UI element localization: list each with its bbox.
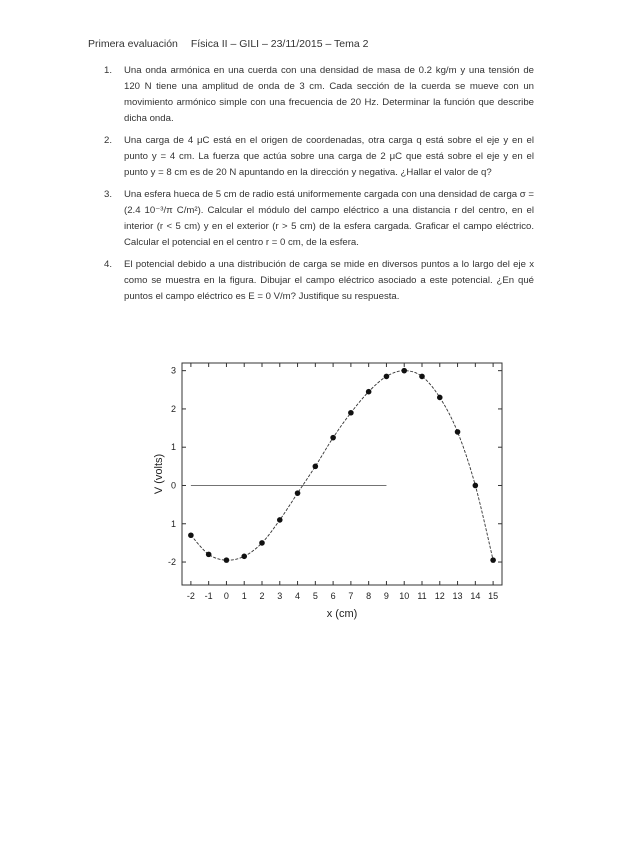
x-tick-label: 8: [366, 591, 372, 601]
x-tick-label: 10: [399, 591, 410, 601]
data-point: [473, 483, 479, 489]
x-tick-label: -2: [186, 591, 195, 601]
potential-figure: [140, 355, 520, 630]
y-tick-label: -2: [167, 557, 176, 568]
problem-text: El potencial debido a una distribución de carga se mide en diversos puntos a lo largo del eje x como se muestra en la figura. Dibujar el campo eléctrico asociado a este potencial. ¿En qué puntos el campo eléctrico es E = 0 V/m? Justifique su respuesta.: [124, 259, 534, 302]
potential-curve: [191, 371, 493, 561]
data-point: [259, 540, 265, 546]
data-point: [455, 429, 461, 435]
axis-ticks: [168, 363, 502, 601]
data-point: [330, 435, 336, 441]
x-tick-label: 14: [470, 591, 481, 601]
x-tick-label: 12: [434, 591, 445, 601]
curve-group: [191, 371, 493, 561]
data-point: [348, 410, 354, 416]
data-points: [188, 368, 496, 563]
x-tick-label: 2: [259, 591, 265, 601]
problem-number: 1.: [104, 65, 113, 76]
y-tick-label: 3: [170, 365, 176, 376]
problem-item: [104, 257, 534, 305]
x-tick-label: -1: [204, 591, 213, 601]
exam-title: Primera evaluación: [88, 38, 178, 50]
problem-number: 4.: [104, 259, 113, 270]
problem-number: 3.: [104, 189, 113, 200]
problem-text: Una esfera hueca de 5 cm de radio está uniformemente cargada con una densidad de carga σ = (2.4 10⁻³/π C/m²). Calcular el módulo del campo eléctrico a una distancia r del centro, en el interior (r < 5 cm) y en el exterior (r > 5 cm) de la esfera cargada. Graficar el campo eléctrico. Calcular el potencial en el centro r = 0 cm, de la esfera.: [124, 189, 534, 248]
y-tick-label: 2: [170, 403, 176, 414]
x-axis-label: x (cm): [326, 608, 358, 620]
y-tick-label: 0: [170, 480, 176, 491]
data-point: [384, 374, 390, 380]
x-tick-label: 15: [488, 591, 499, 601]
problem-item: [104, 63, 534, 127]
plot-frame: [182, 363, 502, 585]
problem-item: [104, 187, 534, 251]
data-point: [490, 557, 496, 563]
data-point: [241, 553, 247, 559]
potential-chart: [140, 355, 520, 630]
x-tick-label: 7: [348, 591, 354, 601]
data-point: [366, 389, 372, 395]
problem-item: [104, 133, 534, 181]
data-point: [437, 395, 443, 401]
x-tick-label: 6: [330, 591, 336, 601]
y-tick-label: 1: [170, 518, 176, 529]
data-point: [401, 368, 407, 374]
y-axis-label: V (volts): [153, 453, 165, 495]
data-point: [313, 464, 319, 470]
data-point: [277, 517, 283, 523]
problem-number: 2.: [104, 135, 113, 146]
data-point: [295, 490, 301, 496]
data-point: [188, 532, 194, 538]
y-tick-label: 1: [170, 442, 176, 453]
x-tick-label: 13: [452, 591, 463, 601]
x-tick-label: 4: [295, 591, 301, 601]
problem-text: Una carga de 4 μC está en el origen de coordenadas, otra carga q está sobre el eje y en el punto y = 4 cm. La fuerza que actúa sobre una carga de 2 μC que está sobre el eje y en el punto y = 8 cm es de 20 N apuntando en la dirección y negativa. ¿Hallar el valor de q?: [124, 135, 534, 178]
data-point: [224, 557, 230, 563]
x-tick-label: 0: [223, 591, 229, 601]
exam-subject: Física II – GILI – 23/11/2015 – Tema 2: [190, 38, 369, 50]
x-tick-label: 11: [417, 591, 427, 601]
x-tick-label: 9: [383, 591, 389, 601]
data-point: [206, 552, 212, 558]
problem-text: Una onda armónica en una cuerda con una densidad de masa de 0.2 kg/m y una tensión de 120 N tiene una amplitud de onda de 3 cm. Cada sección de la cuerda se mueve con un movimiento armónico simple con una frecuencia de 20 Hz. Determinar la función que describe dicha onda.: [124, 65, 534, 124]
data-point: [419, 374, 425, 380]
problem-list: [104, 63, 534, 311]
x-tick-label: 1: [241, 591, 247, 601]
exam-header: [88, 38, 378, 50]
x-tick-label: 5: [312, 591, 318, 601]
x-tick-label: 3: [277, 591, 283, 601]
